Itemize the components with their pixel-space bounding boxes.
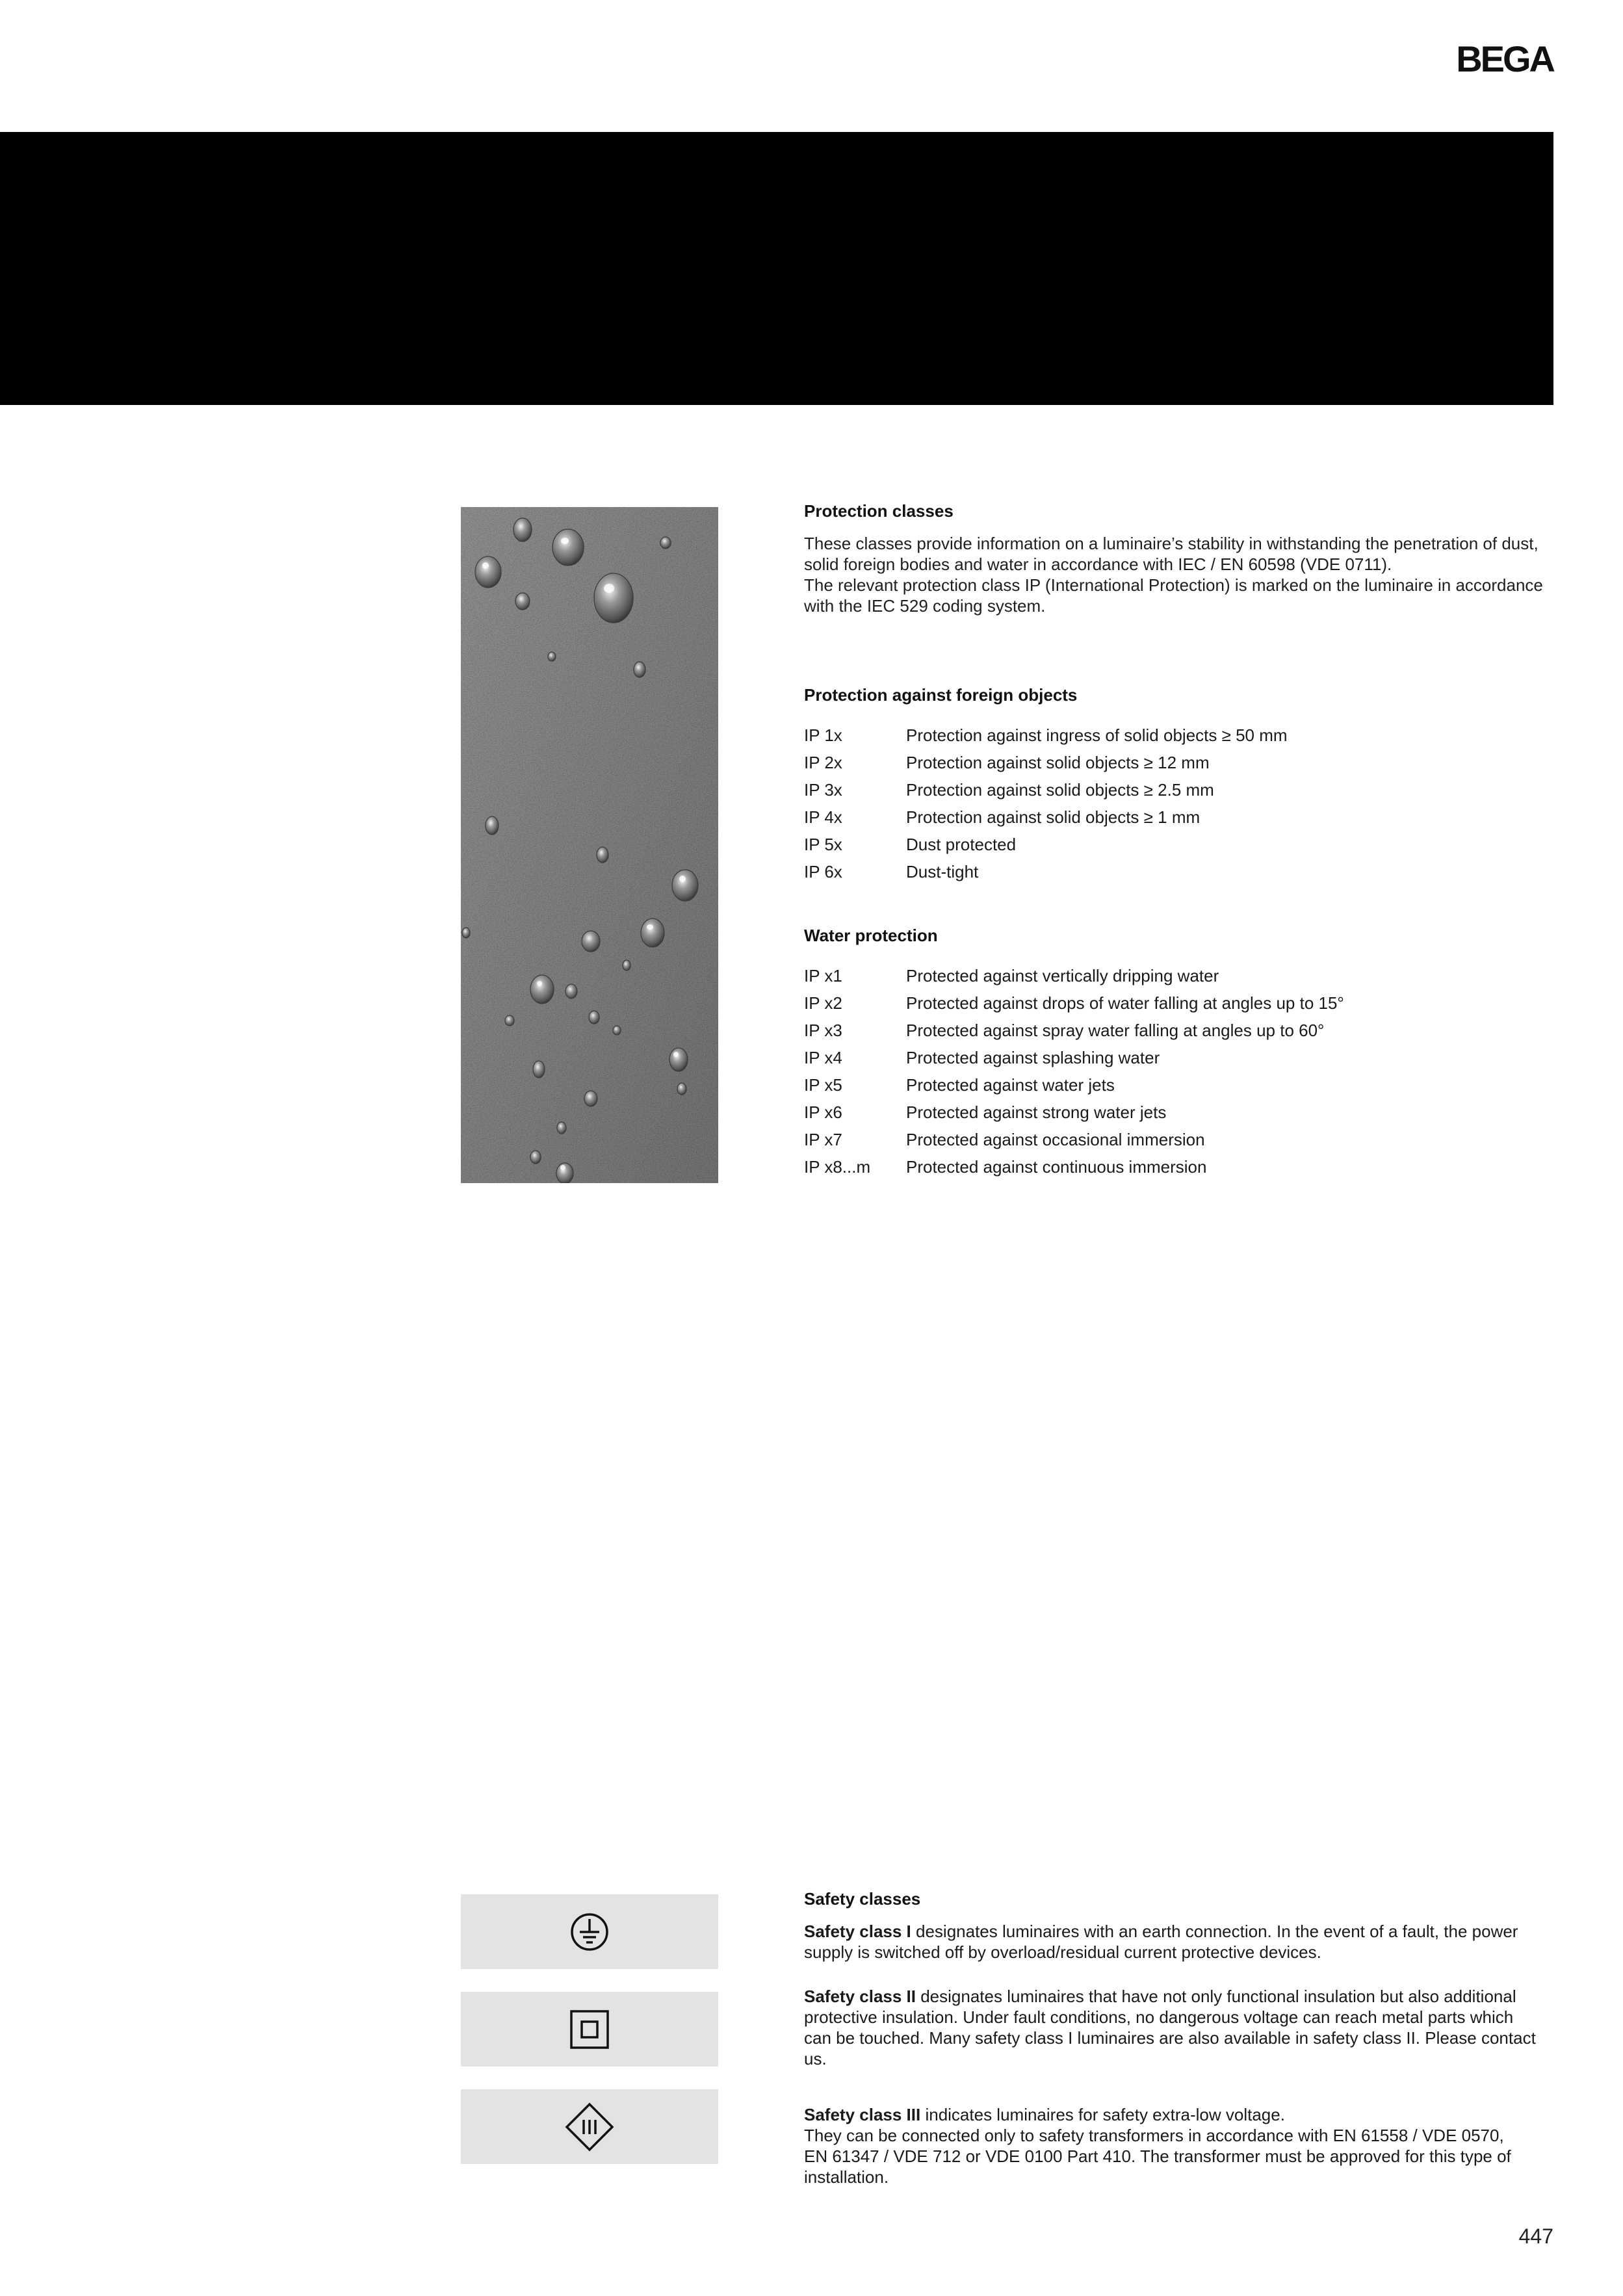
ip-row bbox=[804, 861, 1558, 889]
safety-class-2-icon-box bbox=[461, 1992, 718, 2067]
ip-row bbox=[804, 993, 1558, 1020]
ip-row bbox=[804, 725, 1558, 752]
ip-description: Protection against ingress of solid objects ≥ 50 mm bbox=[906, 725, 1288, 745]
ip-description: Protection against solid objects ≥ 12 mm bbox=[906, 753, 1210, 772]
ip-row bbox=[804, 807, 1558, 834]
safety-class-2-line: can be touched. Many safety class I luminaires are also available in safety class II. Please contact us. bbox=[804, 2028, 1536, 2068]
safety-extra-low-voltage-icon bbox=[565, 2102, 614, 2152]
ip-code: IP 6x bbox=[804, 862, 842, 881]
safety-class-2-line: designates luminaires that have not only functional insulation but also additional bbox=[916, 1987, 1516, 2006]
header-banner bbox=[0, 132, 1553, 405]
foreign-objects-title: Protection against foreign objects bbox=[804, 685, 1078, 705]
ip-code: IP 1x bbox=[804, 725, 842, 745]
safety-class-1-label: Safety class I bbox=[804, 1922, 911, 1941]
ip-row bbox=[804, 1156, 1558, 1184]
earth-ground-icon bbox=[569, 1911, 610, 1953]
ip-code: IP x1 bbox=[804, 966, 842, 985]
protection-classes-text-line: with the IEC 529 coding system. bbox=[804, 596, 1046, 616]
ip-code: IP x2 bbox=[804, 993, 842, 1013]
ip-row bbox=[804, 1020, 1558, 1047]
ip-description: Protected against strong water jets bbox=[906, 1102, 1167, 1122]
safety-class-3-line: installation. bbox=[804, 2167, 889, 2187]
water-protection-title: Water protection bbox=[804, 926, 938, 945]
double-insulation-icon bbox=[569, 2009, 610, 2050]
ip-code: IP x8...m bbox=[804, 1157, 871, 1177]
safety-classes-section bbox=[804, 1888, 1558, 2187]
safety-class-1-line: designates luminaires with an earth connection. In the event of a fault, the power bbox=[911, 1922, 1518, 1941]
ip-code: IP 2x bbox=[804, 753, 842, 772]
safety-class-2-text bbox=[804, 1986, 1558, 2007]
foreign-objects-section bbox=[804, 685, 1558, 889]
ip-description: Dust-tight bbox=[906, 862, 979, 881]
ip-description: Protected against water jets bbox=[906, 1075, 1115, 1095]
ip-description: Dust protected bbox=[906, 835, 1017, 854]
safety-class-3-line: indicates luminaires for safety extra-low voltage. bbox=[920, 2105, 1285, 2124]
ip-row bbox=[804, 1047, 1558, 1075]
ip-code: IP x5 bbox=[804, 1075, 842, 1095]
protection-classes-text-line: The relevant protection class IP (International Protection) is marked on the luminaire in accordance bbox=[804, 575, 1543, 595]
safety-class-2-line: protective insulation. Under fault conditions, no dangerous voltage can reach metal parts which bbox=[804, 2007, 1514, 2027]
protection-classes-text-line: These classes provide information on a luminaire’s stability in withstanding the penetration of dust, bbox=[804, 534, 1539, 553]
safety-class-1-text bbox=[804, 1921, 1558, 1942]
protection-classes-text-line: solid foreign bodies and water in accordance with IEC / EN 60598 (VDE 0711). bbox=[804, 554, 1392, 574]
safety-class-3-line: EN 61347 / VDE 712 or VDE 0100 Part 410. The transformer must be approved for this type of bbox=[804, 2146, 1511, 2166]
safety-class-1-line: supply is switched off by overload/residual current protective devices. bbox=[804, 1942, 1321, 1962]
page-number: 447 bbox=[1518, 2224, 1553, 2248]
ip-row bbox=[804, 1075, 1558, 1102]
ip-description: Protection against solid objects ≥ 1 mm bbox=[906, 807, 1201, 827]
ip-row bbox=[804, 1129, 1558, 1156]
protection-classes-section bbox=[804, 501, 1558, 616]
safety-classes-title: Safety classes bbox=[804, 1889, 921, 1909]
safety-class-3-label: Safety class III bbox=[804, 2105, 921, 2124]
ip-code: IP 4x bbox=[804, 807, 842, 827]
ip-description: Protected against splashing water bbox=[906, 1048, 1160, 1067]
ip-description: Protected against continuous immersion bbox=[906, 1157, 1207, 1177]
water-droplets-photo bbox=[461, 507, 718, 1183]
ip-code: IP x4 bbox=[804, 1048, 842, 1067]
ip-code: IP x7 bbox=[804, 1130, 842, 1149]
ip-row bbox=[804, 965, 1558, 993]
ip-row bbox=[804, 752, 1558, 779]
protection-classes-title: Protection classes bbox=[804, 501, 954, 521]
ip-code: IP 3x bbox=[804, 780, 842, 800]
ip-code: IP x6 bbox=[804, 1102, 842, 1122]
brand-logo: BEGA bbox=[1456, 38, 1553, 79]
ip-description: Protected against occasional immersion bbox=[906, 1130, 1205, 1149]
safety-class-3-text bbox=[804, 2104, 1558, 2125]
ip-row bbox=[804, 779, 1558, 807]
safety-class-3-line: They can be connected only to safety transformers in accordance with EN 61558 / VDE 0570, bbox=[804, 2126, 1504, 2145]
safety-class-1-icon-box bbox=[461, 1894, 718, 1969]
ip-description: Protected against vertically dripping water bbox=[906, 966, 1219, 985]
ip-row bbox=[804, 1102, 1558, 1129]
ip-code: IP 5x bbox=[804, 835, 842, 854]
ip-code: IP x3 bbox=[804, 1021, 842, 1040]
safety-class-2-label: Safety class II bbox=[804, 1987, 916, 2006]
safety-class-3-icon-box bbox=[461, 2089, 718, 2164]
ip-description: Protection against solid objects ≥ 2.5 mm bbox=[906, 780, 1214, 800]
ip-row bbox=[804, 834, 1558, 861]
ip-description: Protected against drops of water falling at angles up to 15° bbox=[906, 993, 1344, 1013]
water-protection-section bbox=[804, 925, 1558, 1184]
ip-description: Protected against spray water falling at angles up to 60° bbox=[906, 1021, 1325, 1040]
